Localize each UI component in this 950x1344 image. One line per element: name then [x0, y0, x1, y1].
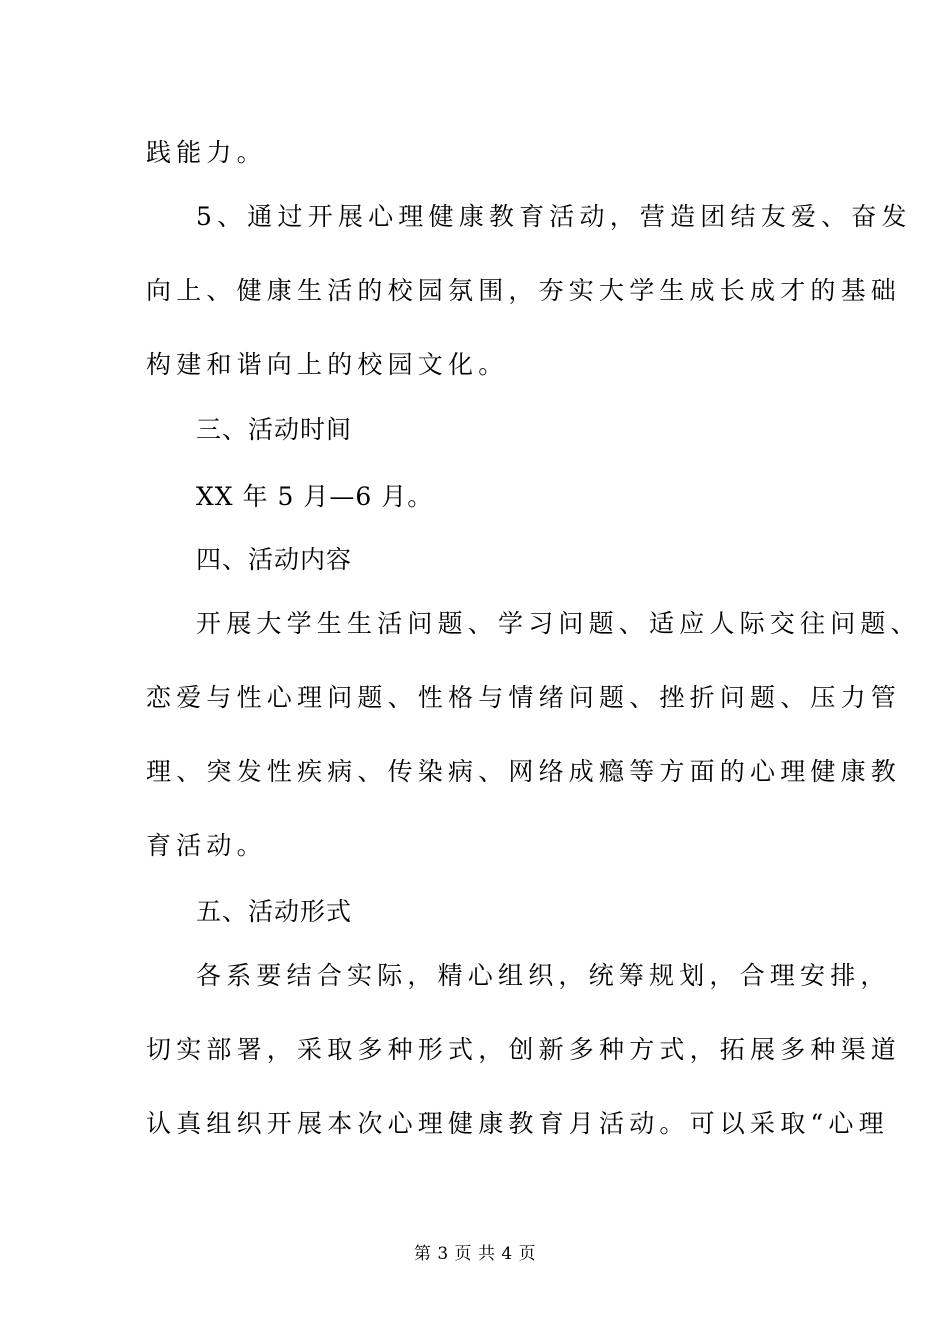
paragraph-line: 向上、健康生活的校园氛围，夯实大学生成长成才的基础	[146, 276, 902, 305]
paragraph-line: 各系要结合实际，精心组织，统筹规划，合理安排，	[196, 961, 891, 990]
paragraph-line: 践能力。	[146, 138, 267, 167]
paragraph-line: 恋爱与性心理问题、性格与情绪问题、挫折问题、压力管	[146, 683, 902, 712]
section-heading-content: 四、活动内容	[196, 545, 353, 574]
paragraph-line: 切实部署，采取多种形式，创新多种方式，拓展多种渠道	[146, 1035, 902, 1064]
paragraph-line: XX 年 5 月—6 月。	[196, 482, 434, 511]
paragraph-line: 开展大学生生活问题、学习问题、适应人际交往问题、	[196, 609, 921, 638]
page-footer: 第 3 页 共 4 页	[413, 1244, 537, 1264]
paragraph-line: 育活动。	[146, 831, 267, 860]
paragraph-line: 认真组织开展本次心理健康教育月活动。可以采取“心理	[146, 1109, 889, 1138]
paragraph-line: 构建和谐向上的校园文化。	[146, 350, 509, 379]
paragraph-line: 5、通过开展心理健康教育活动，营造团结友爱、奋发	[196, 202, 912, 231]
paragraph-line: 理、突发性疾病、传染病、网络成瘾等方面的心理健康教	[146, 757, 902, 786]
section-heading-form: 五、活动形式	[196, 897, 353, 926]
section-heading-time: 三、活动时间	[196, 415, 353, 444]
